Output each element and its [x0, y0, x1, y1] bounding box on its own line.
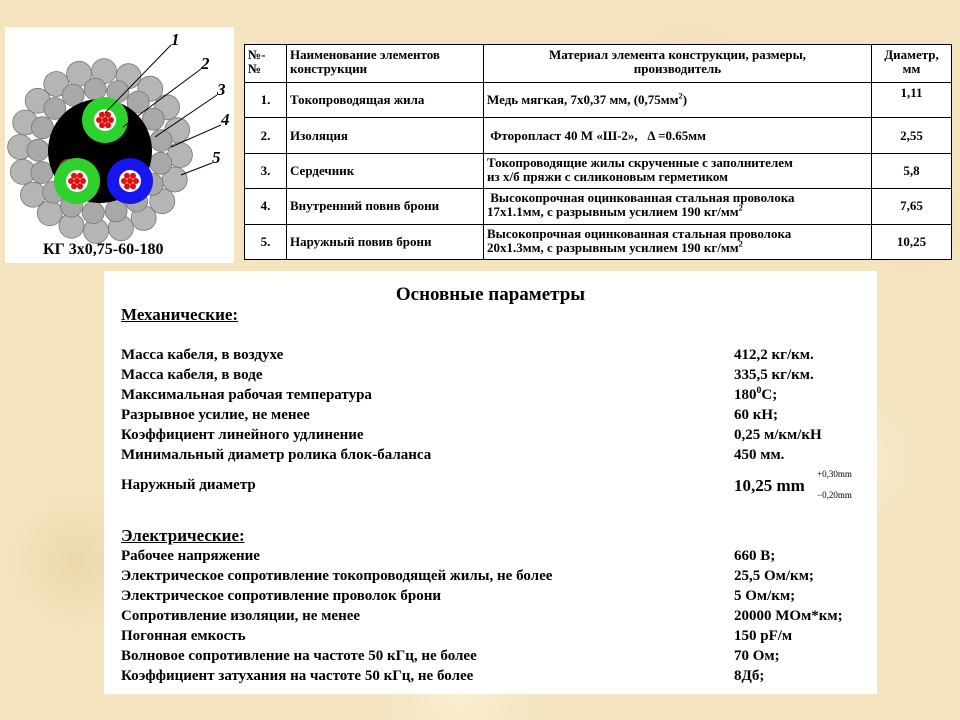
- param-row: [121, 648, 861, 668]
- param-row-outer-diameter: [121, 477, 861, 497]
- param-name: Рабочее напряжение: [121, 548, 260, 564]
- param-name: Масса кабеля, в воздухе: [121, 347, 284, 363]
- row-number: 3.: [245, 153, 287, 188]
- callout-4: 4: [221, 110, 230, 129]
- param-value: 660 В;: [734, 548, 776, 564]
- table-row: [245, 153, 952, 188]
- row-diameter: 10,25: [872, 224, 952, 259]
- conductor-strand: [68, 178, 74, 184]
- conductor-strand: [77, 173, 83, 179]
- row-number: 1.: [245, 83, 287, 118]
- tolerance-minus: −0,20mm: [817, 490, 852, 500]
- conductor-strand: [124, 173, 130, 179]
- row-diameter: 2,55: [872, 118, 952, 153]
- param-row: [121, 447, 861, 467]
- electrical-heading: Электрические:: [121, 526, 245, 545]
- cable-diagram-panel: [5, 27, 234, 263]
- param-row: [121, 387, 861, 407]
- row-material: Фторопласт 40 М «Ш-2», Δ =0.65мм: [484, 118, 872, 153]
- conductor-strand: [130, 173, 136, 179]
- row-element-name: Изоляция: [287, 118, 484, 153]
- param-name: Электрическое сопротивление проволок брони: [121, 588, 442, 604]
- row-element-name: Сердечник: [287, 153, 484, 188]
- inner-armor-wire: [84, 78, 106, 100]
- conductor-strand: [108, 117, 114, 123]
- row-material: Высокопрочная оцинкованная стальная проволока 17х1.1мм, с разрывным усилием 190 $кг/мм^2$: [484, 189, 872, 224]
- conductor-strand: [102, 117, 108, 123]
- row-material: Высокопрочная оцинкованная стальная проволока 20х1.3мм, с разрывным усилием 190 $кг/мм^2$: [484, 224, 872, 259]
- inner-armor-wire: [31, 162, 53, 184]
- header-element-name: Наименование элементов конструкции: [287, 45, 484, 83]
- row-diameter: 7,65: [872, 189, 952, 224]
- table-row: [245, 83, 952, 118]
- table-row: [245, 224, 952, 259]
- conductor-strand: [105, 122, 111, 128]
- param-value: 0,25 м/км/кН: [734, 427, 822, 443]
- param-row: [121, 427, 861, 447]
- conductor-strand: [77, 183, 83, 189]
- table-header-row: [245, 45, 952, 83]
- callout-1: 1: [171, 30, 180, 49]
- inner-armor-wire: [150, 152, 172, 174]
- param-value: 5 Ом/км;: [734, 588, 796, 604]
- param-value: 70 Ом;: [734, 648, 780, 664]
- conductor-strand: [127, 178, 133, 184]
- row-number: 4.: [245, 189, 287, 224]
- inner-armor-wire: [32, 117, 54, 139]
- conductor-strand: [130, 183, 136, 189]
- param-value: 335,5 кг/км.: [734, 367, 814, 383]
- param-row: [121, 608, 861, 628]
- row-number: 5.: [245, 224, 287, 259]
- header-diameter: Диаметр, мм: [872, 45, 952, 83]
- row-element-name: Внутренний повив брони: [287, 189, 484, 224]
- param-value: 25,5 Ом/км;: [734, 568, 814, 584]
- cable-model-label: КГ 3х0,75-60-180: [43, 241, 164, 258]
- cable-structure-table: [244, 44, 952, 260]
- param-value: 60 кН;: [734, 407, 779, 423]
- row-material: Медь мягкая, 7х0,37 мм, $(0,75мм^2)$: [484, 83, 872, 118]
- param-row: [121, 668, 861, 688]
- param-value: 150 pF/м: [734, 628, 793, 644]
- param-name: Наружный диаметр: [121, 477, 256, 493]
- header-number: №- №: [245, 45, 287, 83]
- table-row: [245, 189, 952, 224]
- param-name: Электрическое сопротивление токопроводящей жилы, не более: [121, 568, 553, 584]
- header-material: Материал элемента конструкции, размеры, производитель: [484, 45, 872, 83]
- row-diameter: 5,8: [872, 153, 952, 188]
- row-material: Токопроводящие жилы скрученные с заполнителем из х/б пряжи с силиконовым герметиком: [484, 153, 872, 188]
- row-element-name: Наружный повив брони: [287, 224, 484, 259]
- conductor-strand: [121, 178, 127, 184]
- table-row: [245, 118, 952, 153]
- mechanical-heading: Механические:: [121, 305, 239, 324]
- callout-2: 2: [201, 54, 210, 73]
- param-row: [121, 548, 861, 568]
- param-value: 412,2 кг/км.: [734, 347, 814, 363]
- conductor-strand: [124, 183, 130, 189]
- param-value: 20000 МОм*км;: [734, 608, 843, 624]
- param-row: [121, 407, 861, 427]
- conductor-strand: [133, 178, 139, 184]
- param-name: Погонная емкость: [121, 628, 246, 644]
- row-number: 2.: [245, 118, 287, 153]
- outer-armor-wire: [21, 182, 46, 207]
- inner-armor-wire: [82, 202, 104, 224]
- inner-armor-wire: [27, 139, 49, 161]
- param-value: 450 мм.: [734, 447, 785, 463]
- callout-3: 3: [217, 80, 226, 99]
- param-name: Масса кабеля, в воде: [121, 367, 263, 383]
- conductor-strand: [99, 112, 105, 118]
- parameters-title: Основные параметры: [395, 284, 586, 305]
- param-name: Сопротивление изоляции, не менее: [121, 608, 361, 624]
- param-name: Минимальный диаметр ролика блок-баланса: [121, 447, 432, 463]
- row-diameter: 1,11: [872, 83, 952, 118]
- param-row: [121, 347, 861, 367]
- param-name: Разрывное усилие, не менее: [121, 407, 310, 423]
- param-name: Коэффициент затухания на частоте 50 кГц, не более: [121, 668, 474, 684]
- param-row: [121, 628, 861, 648]
- param-value: 8Дб;: [734, 668, 765, 684]
- callout-5: 5: [212, 148, 221, 167]
- conductor-strand: [71, 173, 77, 179]
- parameters-panel: [104, 271, 877, 694]
- conductor-strand: [80, 178, 86, 184]
- cable-cross-section: [5, 27, 234, 263]
- row-element-name: Токопроводящая жила: [287, 83, 484, 118]
- param-value: $180^0С$;: [734, 385, 778, 403]
- conductor-strand: [96, 117, 102, 123]
- param-row: [121, 568, 861, 588]
- conductor-strand: [99, 122, 105, 128]
- param-value: 10,25 mm: [734, 476, 805, 495]
- param-row: [121, 588, 861, 608]
- param-name: Волновое сопротивление на частоте 50 кГц, не более: [121, 648, 477, 664]
- conductor-strand: [71, 183, 77, 189]
- param-row: [121, 367, 861, 387]
- param-name: Максимальная рабочая температура: [121, 387, 372, 403]
- param-name: Коэффициент линейного удлинение: [121, 427, 364, 443]
- tolerance-plus: +0,30mm: [817, 469, 852, 479]
- conductor-strand: [74, 178, 80, 184]
- inner-armor-wire: [105, 200, 127, 222]
